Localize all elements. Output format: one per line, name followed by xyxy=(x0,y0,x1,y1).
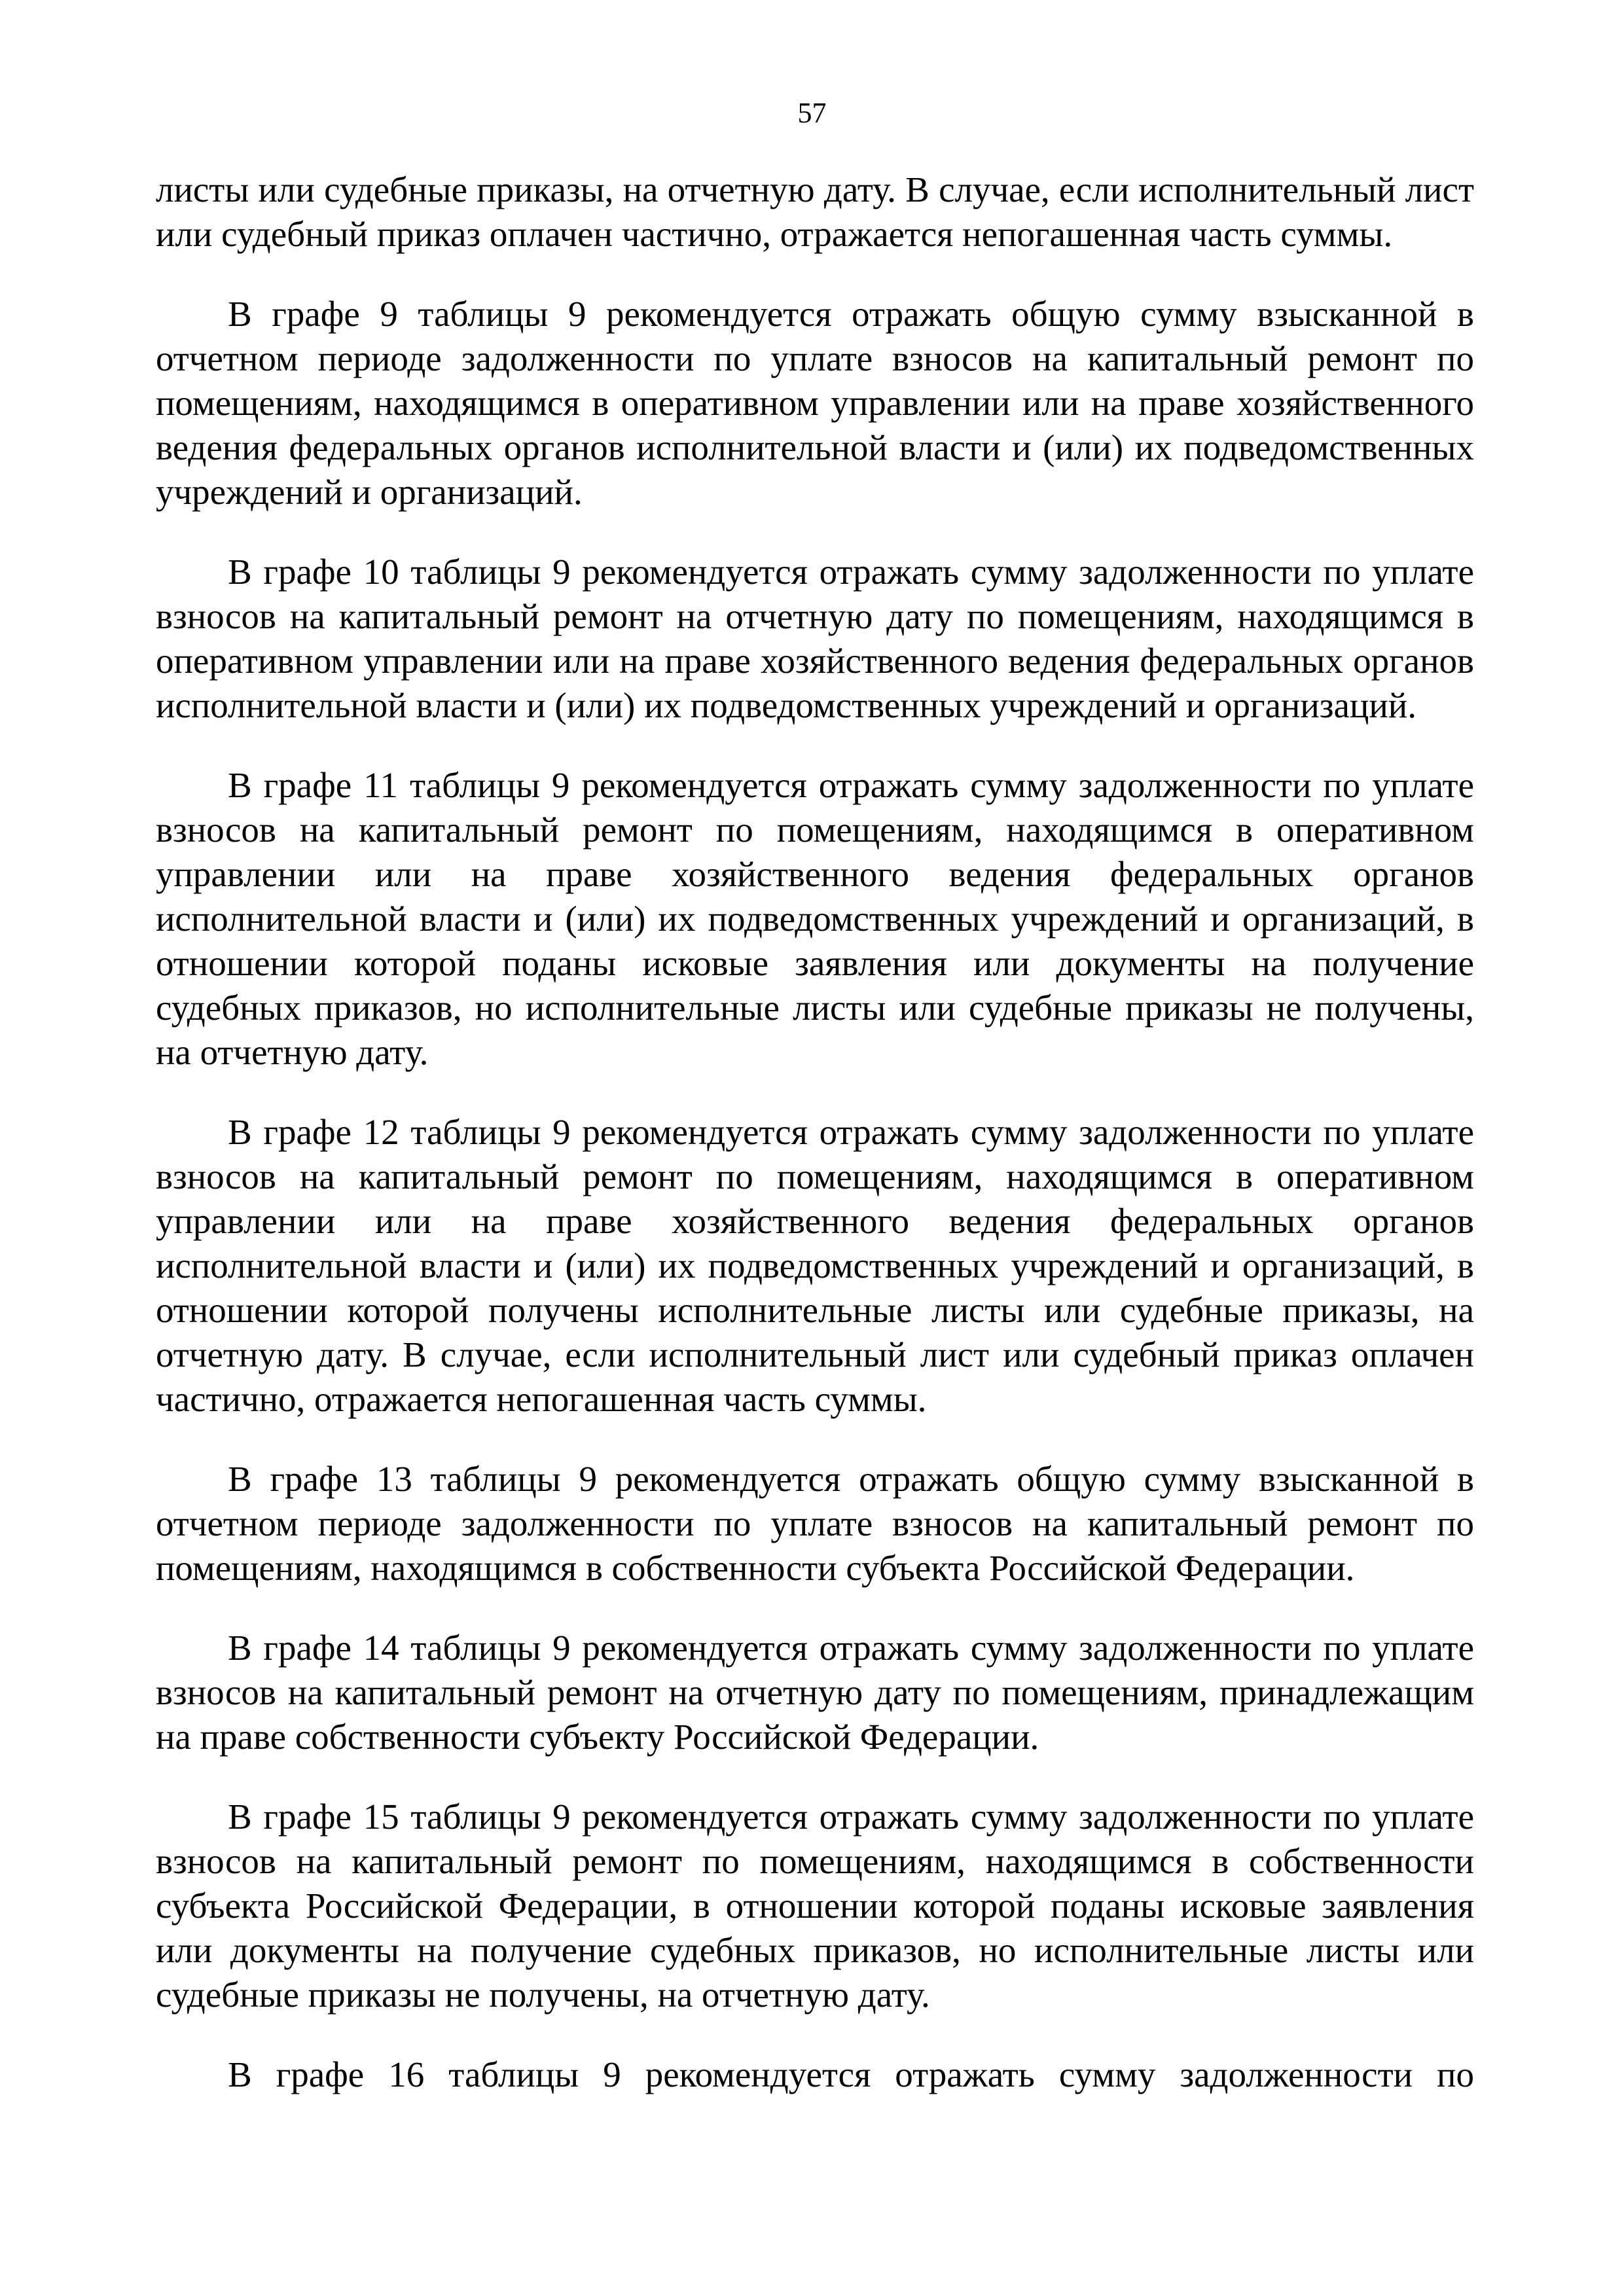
paragraph-column-15: В графе 15 таблицы 9 рекомендуется отражать сумму задолженности по уплате взносов на капитальный ремонт по помещениям, находящимся в собственности субъекта Российской Федерации, в отношении которой поданы исковые заявления или документы на получение судебных приказов, но исполнительные листы или судебные приказы не получены, на отчетную дату. xyxy=(156,1797,1474,2015)
paragraph-column-10: В графе 10 таблицы 9 рекомендуется отражать сумму задолженности по уплате взносов на капитальный ремонт на отчетную дату по помещениям, находящимся в оперативном управлении или на праве хозяйственного ведения федеральных органов исполнительной власти и (или) их подведомственных учреждений и организаций. xyxy=(156,552,1474,725)
paragraph-continuation: листы или судебные приказы, на отчетную дату. В случае, если исполнительный лист или судебный приказ оплачен частично, отражается непогашенная часть суммы. xyxy=(156,170,1474,254)
page-number: 57 xyxy=(797,97,827,129)
paragraph-column-11: В графе 11 таблицы 9 рекомендуется отражать сумму задолженности по уплате взносов на капитальный ремонт по помещениям, находящимся в оперативном управлении или на праве хозяйственного ведения федеральных органов исполнительной власти и (или) их подведомственных учреждений и организаций, в отношении которой поданы исковые заявления или документы на получение судебных приказов, но исполнительные листы или судебные приказы не получены, на отчетную дату. xyxy=(156,765,1474,1072)
document-body xyxy=(156,168,1474,2132)
paragraph-column-14: В графе 14 таблицы 9 рекомендуется отражать сумму задолженности по уплате взносов на капитальный ремонт на отчетную дату по помещениям, принадлежащим на праве собственности субъекту Российской Федерации. xyxy=(156,1628,1474,1757)
paragraph-column-13: В графе 13 таблицы 9 рекомендуется отражать общую сумму взысканной в отчетном периоде задолженности по уплате взносов на капитальный ремонт по помещениям, находящимся в собственности субъекта Российской Федерации. xyxy=(156,1459,1474,1588)
paragraph-column-16: В графе 16 таблицы 9 рекомендуется отражать сумму задолженности по xyxy=(228,2054,1474,2094)
paragraph-column-9: В графе 9 таблицы 9 рекомендуется отражать общую сумму взысканной в отчетном периоде задолженности по уплате взносов на капитальный ремонт по помещениям, находящимся в оперативном управлении или на праве хозяйственного ведения федеральных органов исполнительной власти и (или) их подведомственных учреждений и организаций. xyxy=(156,294,1474,512)
paragraph-column-12: В графе 12 таблицы 9 рекомендуется отражать сумму задолженности по уплате взносов на капитальный ремонт по помещениям, находящимся в оперативном управлении или на праве хозяйственного ведения федеральных органов исполнительной власти и (или) их подведомственных учреждений и организаций, в отношении которой получены исполнительные листы или судебные приказы, на отчетную дату. В случае, если исполнительный лист или судебный приказ оплачен частично, отражается непогашенная часть суммы. xyxy=(156,1112,1474,1419)
